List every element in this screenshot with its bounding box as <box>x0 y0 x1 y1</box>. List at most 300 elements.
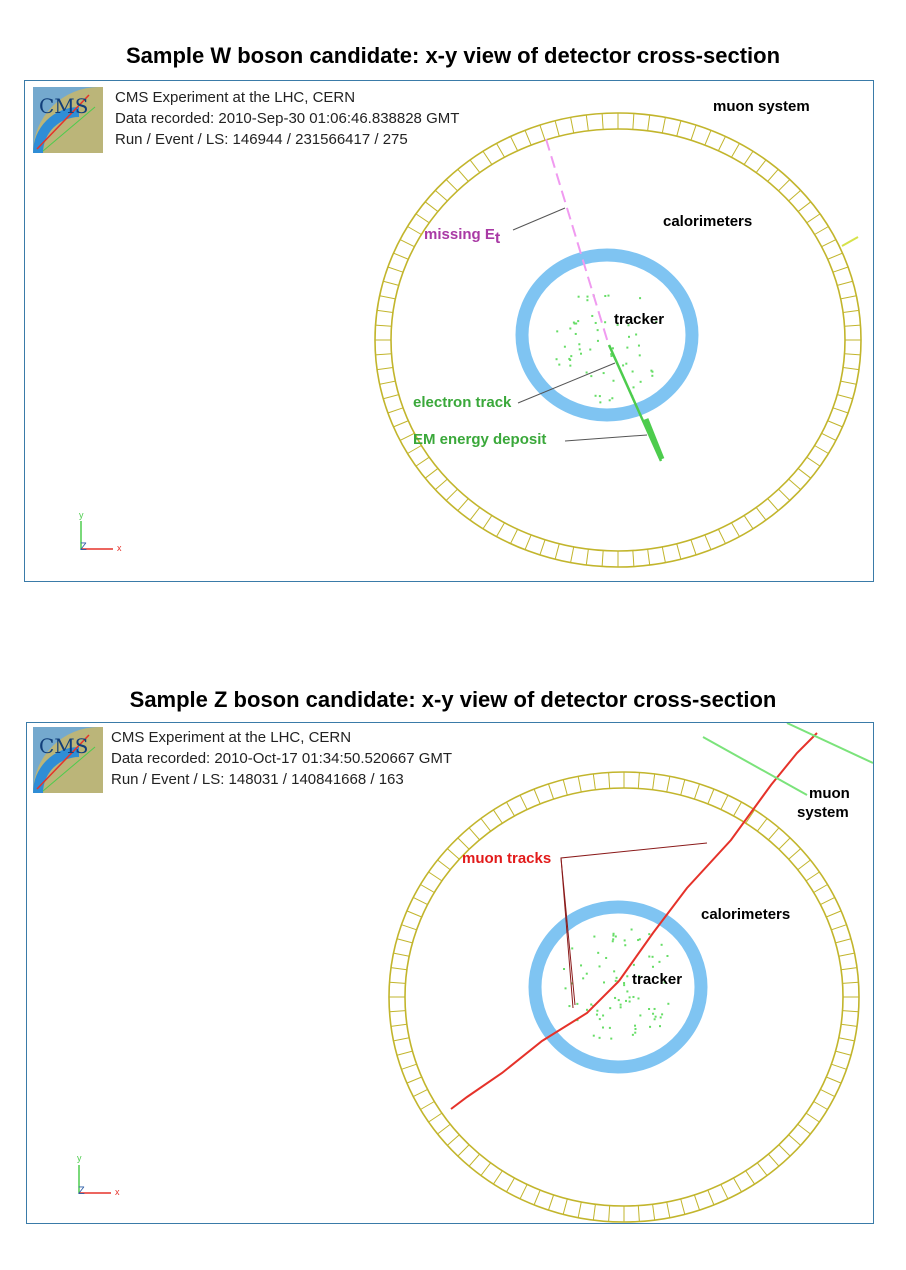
w-missing-et-line <box>546 139 609 346</box>
muon-segment <box>390 982 406 983</box>
muon-segment <box>833 408 848 413</box>
muon-segment <box>470 160 480 173</box>
muon-segment <box>401 925 416 930</box>
muon-segment <box>416 214 429 223</box>
muon-segment <box>447 1135 459 1146</box>
muon-segment <box>734 802 742 816</box>
tracker-hit <box>631 929 633 931</box>
tracker-hit <box>586 973 588 975</box>
tracker-hit <box>613 970 615 972</box>
tracker-hit <box>612 347 614 349</box>
w-cms-logo <box>33 87 103 153</box>
muon-segment <box>511 529 518 543</box>
tracker-hit <box>599 965 601 967</box>
z-info-run: Run / Event / LS: 148031 / 140841668 / 163 <box>111 771 404 788</box>
w-info-run: Run / Event / LS: 146944 / 231566417 / 275 <box>115 131 408 148</box>
muon-segment <box>397 1051 412 1055</box>
muon-segment <box>397 939 412 943</box>
muon-segment <box>435 190 447 201</box>
tracker-hit <box>599 395 601 397</box>
muon-segment <box>383 395 398 399</box>
muon-segment <box>822 433 836 440</box>
muon-segment <box>420 885 434 893</box>
muon-segment <box>822 240 836 247</box>
muon-segment <box>393 253 408 259</box>
tracker-hit <box>569 365 571 367</box>
muon-segment <box>833 267 848 272</box>
tracker-hit <box>564 346 566 348</box>
muon-segment <box>555 544 559 559</box>
muon-segment <box>376 325 392 326</box>
muon-segment <box>843 1011 859 1012</box>
tracker-hit <box>626 990 628 992</box>
muon-segment <box>563 1199 567 1214</box>
tracker-hit <box>626 347 628 349</box>
muon-segment <box>638 772 639 788</box>
tracker-hit <box>586 371 588 373</box>
tracker-hit <box>639 297 641 299</box>
muon-segment <box>446 179 457 190</box>
tracker-hit <box>661 944 663 946</box>
z-detector-drawing <box>27 723 873 1223</box>
tracker-hit <box>612 940 614 942</box>
w-panel-title: Sample W boson candidate: x-y view of detector cross-section <box>125 43 781 68</box>
tracker-hit <box>652 966 654 968</box>
muon-segment <box>401 1064 416 1069</box>
muon-segment <box>383 281 398 285</box>
tracker-hit <box>651 375 653 377</box>
tracker-hit <box>602 1015 604 1017</box>
tracker-hit <box>616 977 618 979</box>
muon-segment <box>843 310 859 312</box>
muon-segment <box>593 1204 595 1220</box>
muon-segment <box>633 551 634 567</box>
tracker-hit <box>639 354 641 356</box>
tracker-hit <box>582 977 584 979</box>
muon-segment <box>446 489 457 500</box>
muon-segment <box>779 838 790 849</box>
z-label-muon-tracks: muon tracks <box>462 850 552 867</box>
tracker-hit <box>652 1013 654 1015</box>
muon-segment <box>662 547 665 563</box>
tracker-hit <box>648 933 650 935</box>
z-event-info <box>111 727 452 790</box>
muon-segment <box>708 789 714 804</box>
tracker-hit <box>597 329 599 331</box>
muon-segment <box>789 479 801 490</box>
tracker-hit <box>570 355 572 357</box>
tracker-hit <box>603 372 605 374</box>
muon-segment <box>438 860 451 870</box>
muon-segment <box>807 214 820 223</box>
muon-segment <box>525 130 531 145</box>
tracker-hit <box>652 956 654 958</box>
tracker-hit <box>586 299 588 301</box>
muon-segment <box>789 1135 801 1146</box>
muon-segment <box>653 1204 655 1220</box>
muon-segment <box>757 1163 767 1176</box>
muon-segment <box>806 872 819 881</box>
muon-segment <box>520 795 527 809</box>
tracker-hit <box>637 997 639 999</box>
muon-segment <box>768 169 779 181</box>
muon-segment <box>705 130 711 145</box>
w-detector-drawing <box>25 81 873 581</box>
tracker-hit <box>558 364 560 366</box>
w-label-missing-et <box>424 226 501 247</box>
z-event-display <box>26 722 874 1224</box>
muon-segment <box>458 838 469 849</box>
muon-segment <box>586 549 588 565</box>
muon-segment <box>507 802 515 816</box>
z-logo-text: CMS <box>39 734 89 758</box>
muon-segment <box>483 515 492 528</box>
muon-segment <box>377 310 393 312</box>
muon-segment <box>470 507 480 520</box>
tracker-hit <box>609 1007 611 1009</box>
z-label-muon-system-line1: muon <box>809 785 850 802</box>
muon-segment <box>843 368 859 370</box>
tracker-hit <box>571 947 573 949</box>
muon-segment <box>826 1077 841 1083</box>
w-muon-segments <box>375 113 861 567</box>
tracker-hit <box>632 1034 634 1036</box>
muon-segment <box>681 1199 685 1214</box>
muon-segment <box>708 1190 714 1205</box>
muon-segment <box>388 267 403 272</box>
muon-segment <box>388 408 403 413</box>
muon-segment <box>691 540 696 555</box>
muon-segment <box>638 1206 639 1222</box>
w-missing-et-leader <box>513 208 565 230</box>
muon-segment <box>507 1178 515 1192</box>
tracker-hit <box>611 355 613 357</box>
tracker-hit <box>597 952 599 954</box>
muon-segment <box>841 381 857 384</box>
muon-segment <box>534 1190 540 1205</box>
muon-segment <box>493 1171 502 1184</box>
muon-segment <box>602 551 603 567</box>
w-label-em-deposit: EM energy deposit <box>413 431 547 448</box>
muon-segment <box>511 136 518 150</box>
muon-segment <box>779 1145 790 1156</box>
tracker-hit <box>596 1014 598 1016</box>
tracker-hit <box>623 982 625 984</box>
tracker-hit <box>666 955 668 957</box>
z-axis-x-label: x <box>115 1187 120 1197</box>
muon-segment <box>841 968 857 970</box>
muon-segment <box>807 457 820 466</box>
w-label-missing-et-sub: t <box>494 230 501 247</box>
tracker-hit <box>618 999 620 1001</box>
tracker-hit <box>599 1018 601 1020</box>
tracker-hit <box>632 996 634 998</box>
muon-segment <box>845 354 861 355</box>
muon-segment <box>571 547 574 563</box>
muon-segment <box>814 1102 828 1110</box>
z-axis-z-label: Z <box>78 1185 85 1197</box>
tracker-hit <box>625 1000 627 1002</box>
tracker-hit <box>633 964 635 966</box>
tracker-hit <box>638 345 640 347</box>
muon-segment <box>571 117 574 133</box>
muon-segment <box>447 849 459 860</box>
muon-segment <box>694 1195 699 1210</box>
muon-segment <box>400 240 414 247</box>
muon-segment <box>593 774 595 790</box>
muon-segment <box>391 1024 407 1026</box>
muon-segment <box>429 872 442 881</box>
muon-segment <box>407 911 422 917</box>
tracker-hit <box>658 961 660 963</box>
muon-segment <box>555 121 559 136</box>
muon-segment <box>837 281 852 285</box>
z-panel-title: Sample Z boson candidate: x-y view of detector cross-section <box>129 687 777 712</box>
muon-segment <box>394 1038 410 1041</box>
tracker-hit <box>569 359 571 361</box>
muon-segment <box>376 354 392 355</box>
muon-segment <box>841 1024 857 1026</box>
muon-segment <box>458 169 469 181</box>
muon-segment <box>828 421 843 427</box>
tracker-hit <box>556 330 558 332</box>
muon-segment <box>425 202 438 212</box>
muon-segment <box>548 1195 553 1210</box>
muon-segment <box>667 776 670 792</box>
tracker-hit <box>648 1008 650 1010</box>
z-label-calorimeters: calorimeters <box>701 906 791 923</box>
z-info-date: Data recorded: 2010-Oct-17 01:34:50.520667 GMT <box>111 750 453 767</box>
w-label-muon-system: muon system <box>713 98 810 115</box>
muon-segment <box>548 784 553 799</box>
tracker-hit <box>597 340 599 342</box>
tracker-hit <box>660 1016 662 1018</box>
tracker-hit <box>634 1025 636 1027</box>
muon-segment <box>380 296 396 299</box>
tracker-hit <box>635 333 637 335</box>
muon-segment <box>481 818 491 831</box>
muon-segment <box>705 535 711 550</box>
muon-segment <box>520 1184 527 1198</box>
muon-segment <box>814 885 828 893</box>
w-em-leader <box>565 435 647 441</box>
tracker-hit <box>615 935 617 937</box>
muon-segment <box>789 849 801 860</box>
muon-segment <box>839 953 855 956</box>
muon-segment <box>831 1064 846 1069</box>
muon-segment <box>677 544 681 559</box>
muon-segment <box>408 227 422 235</box>
muon-segment <box>425 468 438 478</box>
muon-segment <box>798 1124 811 1134</box>
tracker-hit <box>580 964 582 966</box>
tracker-hit <box>586 296 588 298</box>
tracker-hit <box>649 1026 651 1028</box>
tracker-hit <box>615 980 617 982</box>
z-green-track-2 <box>787 723 873 763</box>
tracker-hit <box>563 968 565 970</box>
tracker-hit <box>651 371 653 373</box>
tracker-hit <box>591 315 593 317</box>
tracker-hit <box>596 1010 598 1012</box>
muon-segment <box>667 1202 670 1218</box>
z-label-muon-system-line2: system <box>797 804 849 821</box>
tracker-hit <box>634 1032 636 1034</box>
muon-segment <box>694 784 699 799</box>
tracker-hit <box>654 1008 656 1010</box>
tracker-hit <box>599 401 601 403</box>
muon-segment <box>756 507 766 520</box>
tracker-hit <box>622 364 624 366</box>
muon-segment <box>836 1051 851 1055</box>
muon-segment <box>798 860 811 870</box>
tracker-hit <box>580 353 582 355</box>
tracker-hit <box>593 936 595 938</box>
tracker-hit <box>654 1018 656 1020</box>
tracker-hit <box>659 1025 661 1027</box>
muon-segment <box>839 1038 855 1041</box>
tracker-hit <box>590 1003 592 1005</box>
muon-segment <box>768 499 779 511</box>
z-axis-y-label: y <box>77 1153 82 1163</box>
tracker-hit <box>610 1038 612 1040</box>
tracker-hit <box>661 1013 663 1015</box>
muon-segment <box>718 529 725 543</box>
muon-segment <box>721 795 728 809</box>
w-label-calorimeters: calorimeters <box>663 213 753 230</box>
muon-segment <box>458 499 469 511</box>
muon-segment <box>653 774 655 790</box>
w-label-missing-et-text: missing E <box>424 226 495 243</box>
muon-segment <box>483 151 492 164</box>
tracker-hit <box>620 1006 622 1008</box>
muon-segment <box>633 113 634 129</box>
tracker-hit <box>612 938 614 940</box>
z-label-tracker: tracker <box>632 971 683 988</box>
muon-segment <box>429 1113 442 1122</box>
muon-segment <box>578 1202 581 1218</box>
muon-segment <box>691 125 696 140</box>
muon-segment <box>391 968 407 970</box>
w-axis-z-label: Z <box>80 541 87 553</box>
tracker-hit <box>569 327 571 329</box>
muon-segment <box>609 772 610 788</box>
w-event-info <box>115 87 459 150</box>
muon-segment <box>836 939 851 943</box>
w-event-display <box>24 80 874 582</box>
tracker-hit <box>629 996 631 998</box>
tracker-hit <box>579 348 581 350</box>
muon-segment <box>732 523 740 537</box>
w-label-electron-track: electron track <box>413 394 512 411</box>
muon-segment <box>828 253 843 259</box>
muon-segment <box>534 789 540 804</box>
muon-segment <box>540 540 545 555</box>
z-cms-logo <box>33 727 103 793</box>
tracker-hit <box>612 935 614 937</box>
muon-segment <box>757 818 767 831</box>
muon-segment <box>744 515 753 528</box>
muon-segment <box>413 1089 427 1096</box>
muon-segment <box>789 190 801 201</box>
muon-segment <box>677 121 681 136</box>
tracker-hit <box>573 322 575 324</box>
w-label-tracker: tracker <box>614 311 665 328</box>
muon-segment <box>413 897 427 904</box>
muon-segment <box>820 1089 834 1096</box>
z-label-muon-system <box>797 784 850 822</box>
tracker-hit <box>629 1001 631 1003</box>
tracker-hit <box>667 1003 669 1005</box>
muon-segment <box>380 381 396 384</box>
muon-segment <box>563 780 567 795</box>
w-axis-y-label: y <box>79 510 84 520</box>
tracker-hit <box>613 933 615 935</box>
z-muon-segments <box>389 772 859 1222</box>
tracker-hit <box>578 296 580 298</box>
w-info-experiment: CMS Experiment at the LHC, CERN <box>115 89 356 106</box>
tracker-hit <box>628 336 630 338</box>
tracker-hit <box>556 358 558 360</box>
muon-segment <box>469 828 480 840</box>
muon-segment <box>390 1011 406 1012</box>
muon-segment <box>393 421 408 427</box>
muon-segment <box>768 828 779 840</box>
tracker-hit <box>626 975 628 977</box>
tracker-hit <box>609 1027 611 1029</box>
muon-segment <box>746 1171 755 1184</box>
tracker-hit <box>604 321 606 323</box>
muon-segment <box>820 897 834 904</box>
muon-segment <box>841 296 857 299</box>
muon-segment <box>458 1145 469 1156</box>
muon-segment <box>497 523 505 537</box>
tracker-hit <box>614 997 616 999</box>
tracker-hit <box>602 1027 604 1029</box>
muon-segment <box>681 780 685 795</box>
muon-segment <box>815 446 829 454</box>
tracker-hit <box>639 1014 641 1016</box>
tracker-hit <box>603 981 605 983</box>
tracker-hit <box>605 957 607 959</box>
muon-segment <box>394 953 410 956</box>
z-info-experiment: CMS Experiment at the LHC, CERN <box>111 729 352 746</box>
muon-segment <box>602 113 603 129</box>
muon-segment <box>779 489 790 500</box>
muon-segment <box>578 776 581 792</box>
muon-segment <box>377 368 393 370</box>
muon-segment <box>407 1077 422 1083</box>
tracker-hit <box>620 1004 622 1006</box>
muon-segment <box>609 1206 610 1222</box>
tracker-hit <box>624 944 626 946</box>
muon-segment <box>806 1113 819 1122</box>
muon-segment <box>481 1163 491 1176</box>
muon-segment <box>837 395 852 399</box>
muon-segment <box>744 151 753 164</box>
w-logo-text: CMS <box>39 94 89 118</box>
tracker-hit <box>609 399 611 401</box>
tracker-hit <box>565 987 567 989</box>
muon-segment <box>798 202 811 212</box>
tracker-hit <box>568 1005 570 1007</box>
muon-segment <box>843 982 859 983</box>
muon-segment <box>768 1154 779 1166</box>
w-muon-ring-inner <box>391 129 845 551</box>
muon-segment <box>493 810 502 823</box>
tracker-hit <box>590 375 592 377</box>
muon-segment <box>435 479 447 490</box>
